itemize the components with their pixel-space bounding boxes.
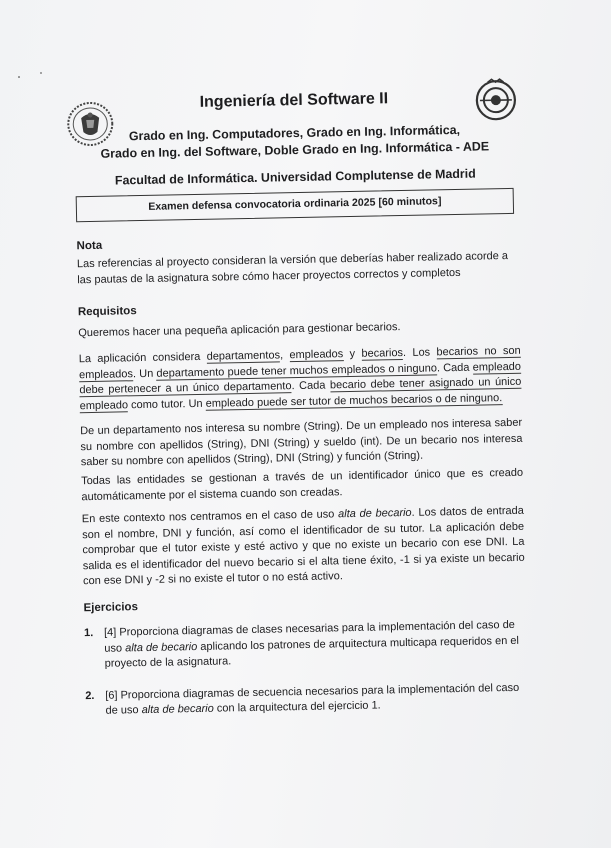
exam-title-box: Examen defensa convocatoria ordinaria 2025 [60 minutos]: [76, 188, 514, 222]
ejercicios-heading: Ejercicios: [83, 601, 139, 615]
degrees-line-2: Grado en Ing. del Software, Doble Grado en Ing. Informática - ADE: [100, 139, 490, 161]
nota-text: Las referencias al proyecto consideran la versión que deberías haber realizado acorde a las pautas de la asignatura sobre cómo hacer proyectos correctos y completos: [76, 249, 509, 286]
requisitos-relations: La aplicación considera departamentos, empleados y becarios. Los becarios no son empleados. Un departamento puede tener muchos empleados o ninguno. Cada empleado debe pertenecer a un único departamento. Cada becario debe tener asignado un único empleado como tutor. Un empleado puede ser tutor de muchos becarios o de ninguno.: [78, 344, 522, 412]
requisitos-attributes: De un departamento nos interesa su nombre (String). De un empleado nos interesa saber su nombre con apellidos (String), DNI (String) y sueldo (int). De un becario nos interesa saber su nombre con apellidos (String), DNI (String) y función (String).: [80, 416, 523, 469]
ejercicio-item: 2. [6] Proporciona diagramas de secuencia necesarios para la implementación del caso de uso alta de becario con la arquitectura del ejercicio 1.: [85, 681, 520, 717]
underlined-departamento-empleados: departamento puede tener muchos empleados o ninguno: [156, 361, 437, 380]
ejercicio-item: 1. [4] Proporciona diagramas de clases necesarias para la implementación del caso de uso alta de becario aplicando los patrones de arquitectura multicapa requeridos en el proyecto de la asignatura.: [83, 618, 520, 670]
requisitos-heading: Requisitos: [77, 305, 137, 319]
ejercicio-number: 1.: [83, 627, 94, 640]
faculty-emblem-icon: [471, 78, 520, 123]
faculty-name: Facultad de Informática. Universidad Complutense de Madrid: [114, 166, 476, 188]
underlined-becarios: becarios: [361, 347, 404, 360]
degrees-list: [94, 121, 495, 163]
ejercicio-number: 2.: [85, 689, 95, 702]
underlined-empleado-tutor: empleado puede ser tutor de muchos becarios o de ninguno.: [205, 391, 503, 410]
requisitos-identifiers: Todas las entidades se gestionan a través de un identificador único que es creado automáticamente por el sistema cuando son creadas.: [81, 466, 524, 503]
underlined-empleados: empleados: [289, 348, 344, 362]
underlined-empleado-departamento: empleado debe pertenecer a un único departamento: [79, 360, 522, 397]
underlined-departamentos: departamentos: [206, 349, 281, 363]
underlined-becario-tutor: becario debe tener asignado un único empleado: [79, 375, 522, 412]
degrees-line-1: Grado en Ing. Computadores, Grado en Ing. Informática,: [128, 122, 461, 144]
requisitos-intro: Queremos hacer una pequeña aplicación para gestionar becarios.: [78, 321, 401, 340]
use-case-name: alta de becario: [337, 506, 412, 521]
course-title: Ingeniería del Software II: [199, 90, 389, 111]
nota-heading: Nota: [76, 239, 103, 253]
ejercicios-list: [84, 618, 526, 720]
requisitos-use-case: En este contexto nos centramos en el caso de uso alta de becario. Los datos de entrada son el nombre, DNI y función, así como el identificador de su tutor. La aplicación debe comprobar que el tutor existe y esté activo y que no existe un becario con ese DNI. La salida es el identificador del nuevo becario si el alta tiene éxito, -1 si ya existe un becario con ese DNI y -2 si no existe el tutor o no está activo.: [81, 504, 525, 588]
underlined-becarios-no-empleados: becarios no son empleados: [78, 344, 521, 381]
